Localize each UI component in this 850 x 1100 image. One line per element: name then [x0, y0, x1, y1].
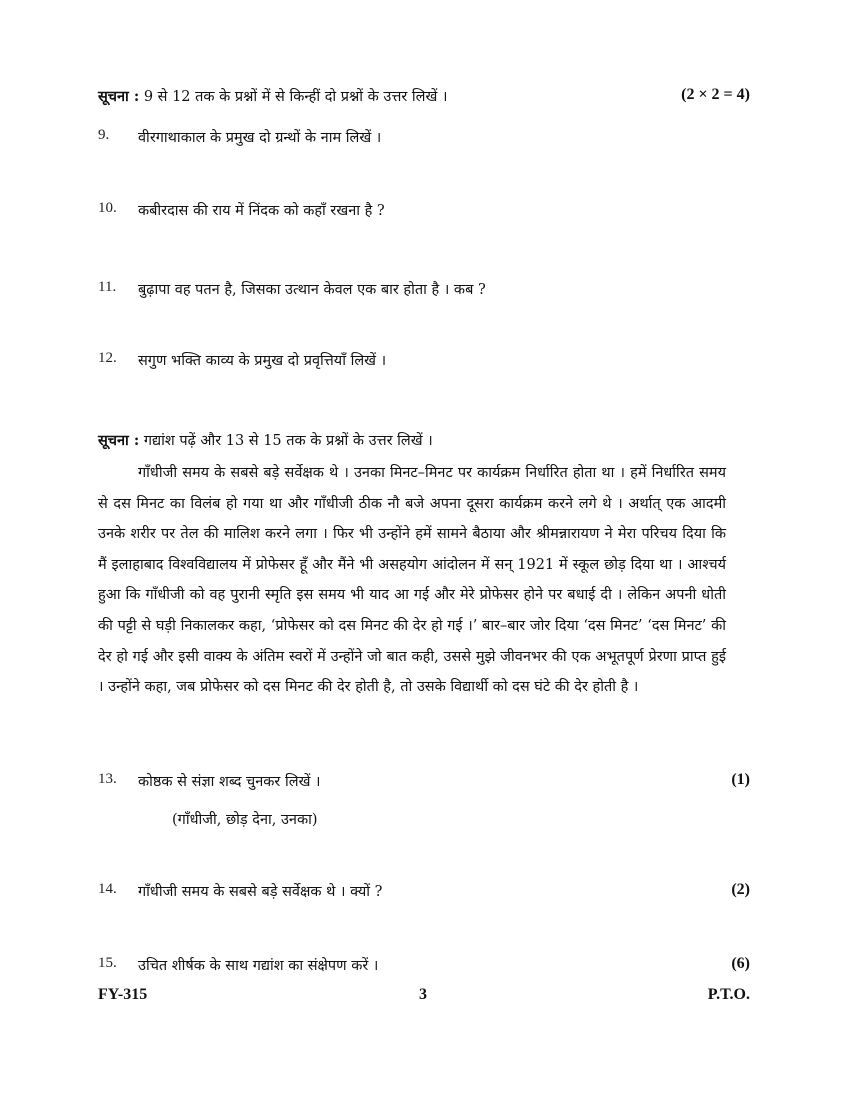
question-text: सगुण भक्ति काव्य के प्रमुख दो प्रवृत्तियाँ लिखें । — [138, 353, 387, 369]
question-text: कोष्ठक से संज्ञा शब्द चुनकर लिखें । — [138, 774, 321, 790]
please-turn-over: P.T.O. — [707, 986, 750, 1003]
question-number: 10. — [98, 200, 117, 216]
notice-text: 9 से 12 तक के प्रश्नों में से किन्हीं दो प्रश्नों के उत्तर लिखें । — [143, 89, 448, 105]
section-2-instruction — [98, 430, 433, 450]
question-number: 14. — [98, 881, 117, 897]
question-number: 9. — [98, 127, 110, 143]
section-1-instruction — [98, 86, 447, 106]
passage-text: गाँधीजी समय के सबसे बड़े सर्वेक्षक थे । उनका मिनट–मिनट पर कार्यक्रम निर्धारित होता था । हमें निर्धारित समय से दस मिनट का विलंब हो गया था और गाँधीजी ठीक नौ बजे अपना दूसरा कार्यक्रम करने लगे थे । अर्थात् एक आदमी उनके शरीर पर तेल की मालिश करने लगा । फिर भी उन्होंने हमें सामने बैठाया और श्रीमन्नारायण ने मेरा परिचय दिया कि मैं इलाहाबाद विश्वविद्यालय में प्रोफेसर हूँ और मैंने भी असहयोग आंदोलन में सन् 1921 में स्कूल छोड़ दिया था । आश्चर्य हुआ कि गाँधीजी को वह पुरानी स्मृति इस समय भी याद आ गई और मेरे प्रोफेसर होने पर बधाई दी । लेकिन अपनी धोती की पट्टी से घड़ी निकालकर कहा, ‘प्रोफेसर को दस मिनट की देर हो गई ।’ बार–बार जोर दिया ‘दस मिनट’ ‘दस मिनट’ की देर हो गई और इसी वाक्य के अंतिम स्वरों में उन्होंने जो बात कही, उससे मुझे जीवनभर की एक अभूतपूर्ण प्रेरणा प्राप्त हुई । उन्होंने कहा, जब प्रोफेसर को दस मिनट की देर होती है, तो उसके विद्यार्थी को दस घंटे की देर होती है । — [98, 465, 726, 696]
question-text: बुढ़ापा वह पतन है, जिसका उत्थान केवल एक बार होता है । कब ? — [138, 282, 486, 298]
question-marks: (6) — [731, 955, 750, 972]
question-text: वीरगाथाकाल के प्रमुख दो ग्रन्थों के नाम लिखें । — [138, 130, 382, 146]
question-number: 11. — [98, 279, 117, 295]
notice-text: गद्यांश पढ़ें और 13 से 15 तक के प्रश्नों के उत्तर लिखें । — [143, 433, 433, 449]
paper-code: FY-315 — [98, 986, 148, 1003]
question-options: (गाँधीजी, छोड़ देना, उनका) — [172, 812, 318, 828]
section-1-marks: (2 × 2 = 4) — [681, 86, 750, 103]
question-marks: (2) — [731, 881, 750, 898]
question-marks: (1) — [731, 771, 750, 788]
notice-label: सूचना : — [98, 88, 140, 105]
question-text: गाँधीजी समय के सबसे बड़े सर्वेक्षक थे । क्यों ? — [138, 884, 383, 900]
question-text: कबीरदास की राय में निंदक को कहाँ रखना है ? — [138, 203, 385, 219]
page-number: 3 — [419, 986, 427, 1003]
question-number: 12. — [98, 350, 117, 366]
question-number: 15. — [98, 955, 117, 971]
question-number: 13. — [98, 771, 117, 787]
notice-label: सूचना : — [98, 432, 140, 449]
question-text: उचित शीर्षक के साथ गद्यांश का संक्षेपण करें । — [138, 958, 379, 974]
